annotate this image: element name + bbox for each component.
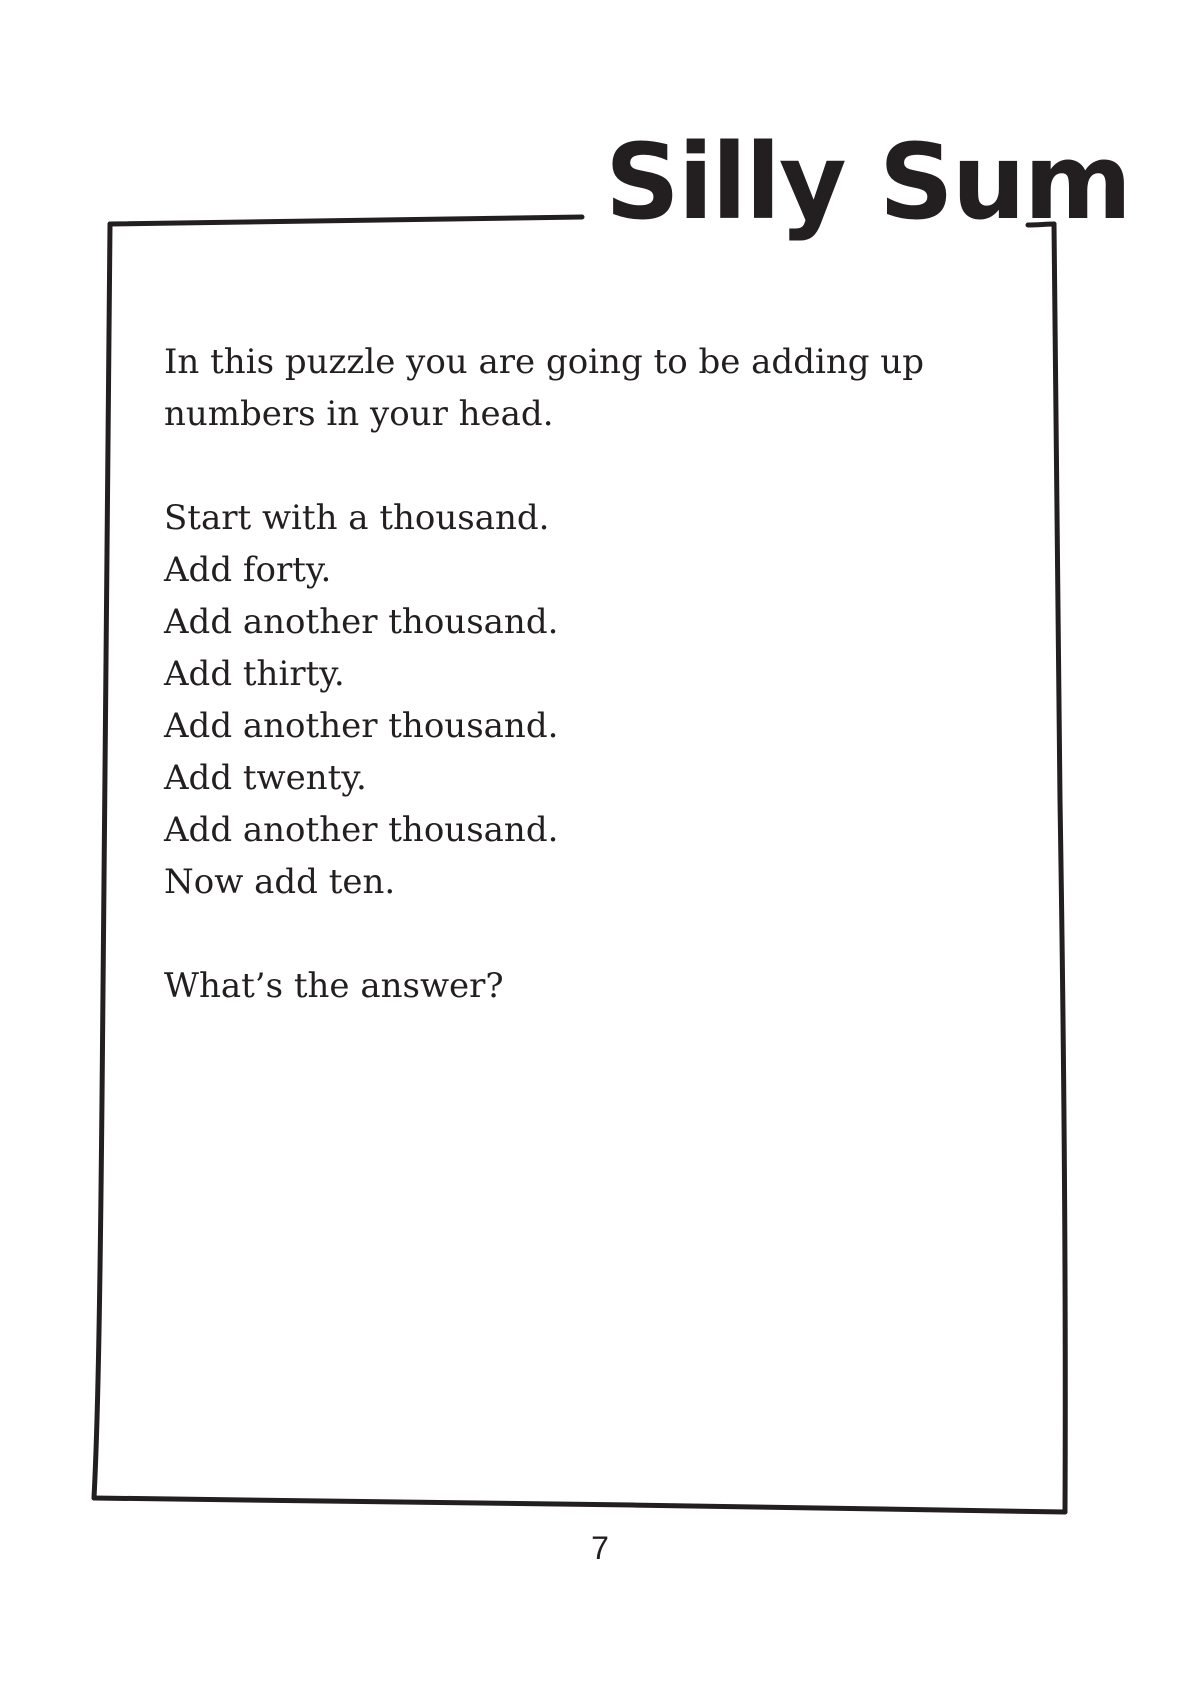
frame-top-left-border: [110, 217, 582, 224]
step-5: Add another thousand.: [164, 706, 559, 746]
step-8: Now add ten.: [164, 862, 396, 902]
step-3: Add another thousand.: [164, 602, 559, 642]
puzzle-content: [164, 336, 1024, 1012]
step-1: Start with a thousand.: [164, 498, 550, 538]
frame-bottom-border: [94, 1498, 1065, 1512]
frame-right-border: [1054, 224, 1065, 1512]
step-4: Add thirty.: [164, 654, 345, 694]
step-7: Add another thousand.: [164, 810, 559, 850]
puzzle-intro: In this puzzle you are going to be adding up numbers in your head.: [164, 342, 924, 434]
frame-left-border: [94, 224, 110, 1498]
page-number: 7: [591, 1530, 609, 1566]
page-title: Silly Sum: [605, 121, 1131, 243]
step-2: Add forty.: [164, 550, 332, 590]
puzzle-question: What’s the answer?: [164, 966, 504, 1006]
step-6: Add twenty.: [164, 758, 367, 798]
puzzle-steps: [164, 492, 1024, 908]
